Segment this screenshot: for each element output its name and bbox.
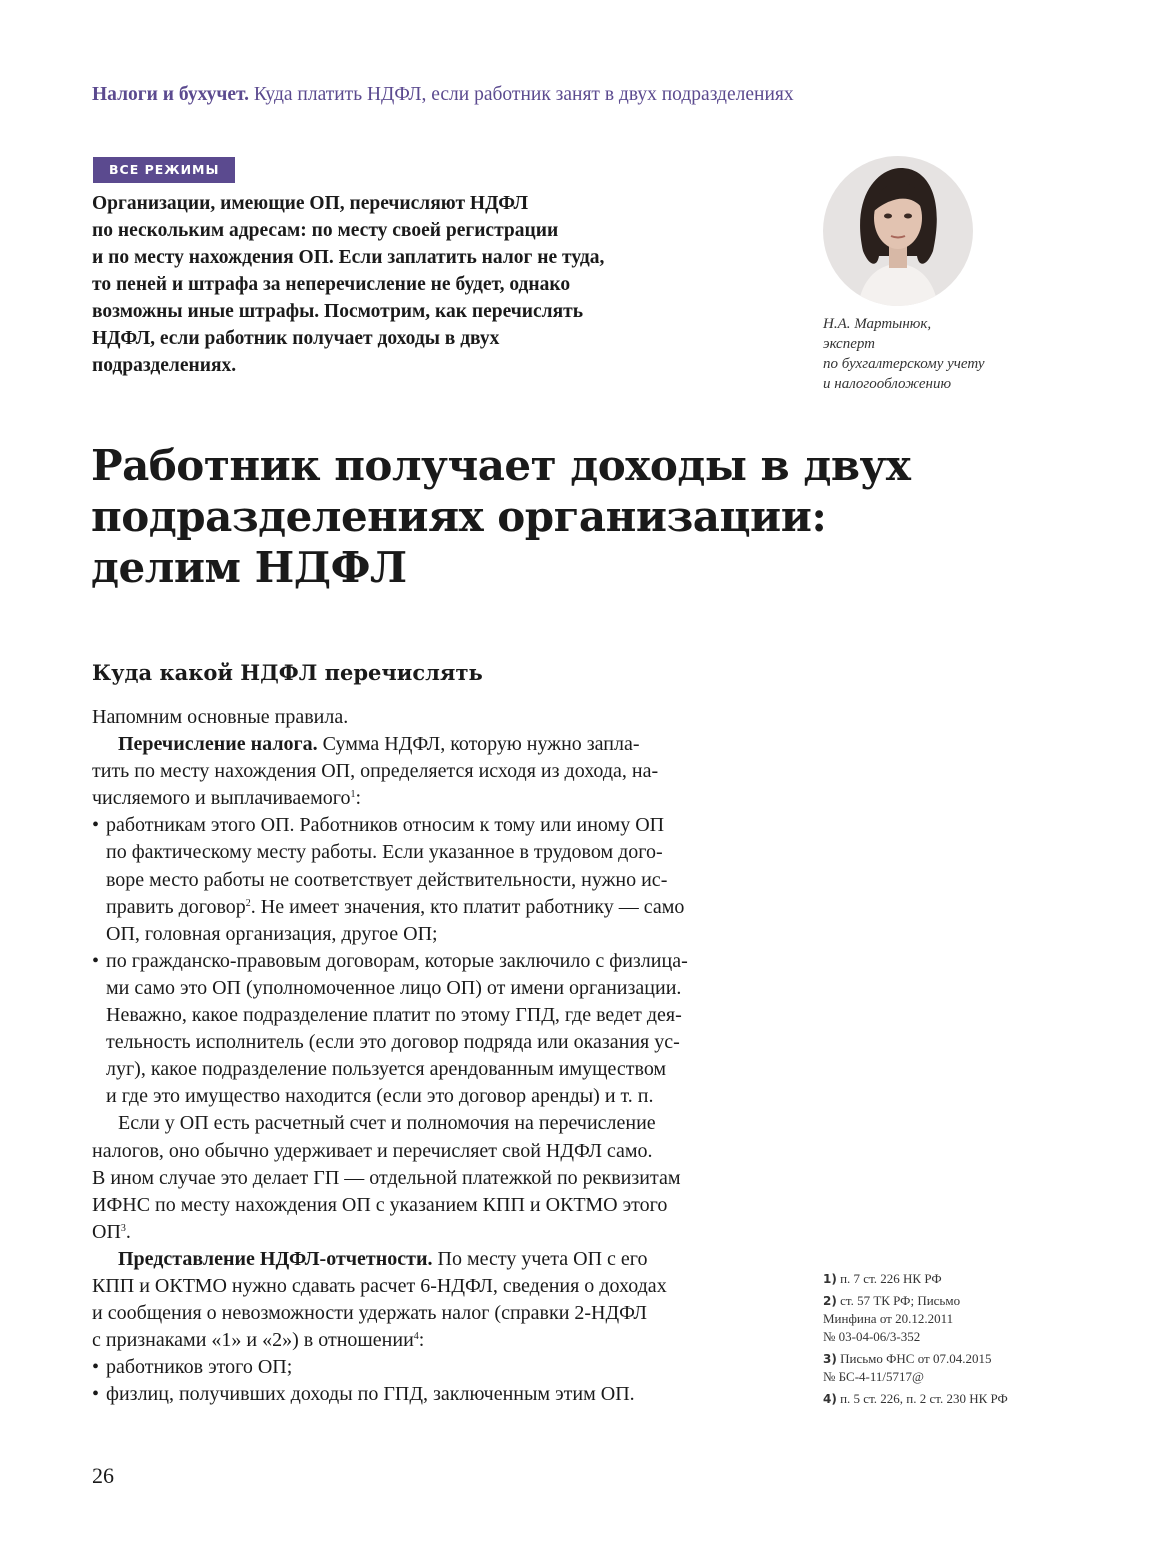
body-line: Напомним основные правила. xyxy=(92,706,349,728)
lead-line: по нескольким адресам: по месту своей регистрации xyxy=(92,220,559,241)
body-line: и где это имущество находится (если это договор аренды) и т. п. xyxy=(106,1085,654,1108)
bullet-item: • работников этого ОП; xyxy=(92,1354,772,1381)
section-heading: Куда какой НДФЛ перечислять xyxy=(92,660,483,685)
bullet-item: • работникам этого ОП. Работников относим к тому или иному ОП xyxy=(92,812,772,839)
body-line: ОП, головная организация, другое ОП; xyxy=(106,922,438,945)
lead-line: возможны иные штрафы. Посмотрим, как перечислять xyxy=(92,301,584,322)
header-article-title: Куда платить НДФЛ, если работник занят в двух подразделениях xyxy=(253,84,794,105)
footnote: 3) Письмо ФНС от 07.04.2015 № БС-4-11/5717@ xyxy=(823,1351,992,1384)
bullet-item: • по гражданско-правовым договорам, которые заключило с физлица- xyxy=(92,948,772,975)
running-header xyxy=(92,84,794,106)
body-line: тельность исполнитель (если это договор подряда или оказания ус- xyxy=(106,1031,680,1054)
title-line: делим НДФЛ xyxy=(91,543,407,592)
title-line: Работник получает доходы в двух xyxy=(91,441,911,490)
regime-tag: ВСЕ РЕЖИМЫ xyxy=(93,157,235,183)
title-line: подразделениях организации: xyxy=(91,492,827,541)
footnote: 2) ст. 57 ТК РФ; Письмо Минфина от 20.12.2011 № 03-04-06/3-352 xyxy=(823,1293,961,1344)
body-line: КПП и ОКТМО нужно сдавать расчет 6-НДФЛ, сведения о доходах xyxy=(92,1274,667,1297)
body-line: править договор$^2$. Не имеет значения, кто платит работнику — само xyxy=(106,895,685,918)
body-line: $ОП^3$. xyxy=(92,1220,131,1243)
header-section: Налоги и бухучет. xyxy=(92,84,250,105)
body-line: В ином случае это делает ГП — отдельной платежкой по реквизитам xyxy=(92,1166,681,1189)
lead-paragraph xyxy=(92,190,792,379)
body-line: по фактическому месту работы. Если указанное в трудовом дого- xyxy=(106,841,663,864)
lead-line: то пеней и штрафа за неперечисление не будет, однако xyxy=(92,274,571,295)
lead-line: и по месту нахождения ОП. Если заплатить налог не туда, xyxy=(92,247,605,268)
lead-line: НДФЛ, если работник получает доходы в двух xyxy=(92,328,500,349)
body-line: Если у ОП есть расчетный счет и полномочия на перечисление xyxy=(118,1112,656,1135)
body-line: ми само это ОП (уполномоченное лицо ОП) от имени организации. xyxy=(106,976,682,999)
footnote-ref: 4 xyxy=(413,1331,419,1343)
footnote-ref: 1 xyxy=(350,789,356,801)
author-caption xyxy=(823,314,1083,394)
body-line: тить по месту нахождения ОП, определяется исходя из дохода, на- xyxy=(92,760,659,783)
page-number: 26 xyxy=(92,1463,114,1488)
body-line: Представление НДФЛ-отчетности. По месту учета ОП с его xyxy=(118,1247,648,1270)
author-role-line: по бухгалтерскому учету xyxy=(823,356,985,372)
lead-line: подразделениях. xyxy=(92,355,237,376)
body-line: и сообщения о невозможности удержать налог (справки 2-НДФЛ xyxy=(92,1302,647,1325)
author-name: Н.А. Мартынюк, xyxy=(823,316,932,332)
author-photo xyxy=(823,156,973,306)
body-line: ИФНС по месту нахождения ОП с указанием КПП и ОКТМО этого xyxy=(92,1193,668,1216)
bullet-item: • физлиц, получивших доходы по ГПД, заключенным этим ОП. xyxy=(92,1381,772,1408)
body-line: числяемого и выплачиваемого$^1$: xyxy=(92,787,362,810)
footnote-ref: 3 xyxy=(120,1222,126,1234)
author-role-line: эксперт xyxy=(823,336,876,352)
body-line: воре место работы не соответствует действительности, нужно ис- xyxy=(106,868,668,891)
footnote-ref: 2 xyxy=(245,897,251,909)
body-line: Неважно, какое подразделение платит по этому ГПД, где ведет дея- xyxy=(106,1004,682,1027)
article-title xyxy=(91,440,1051,593)
body-line: с признаками «1» и «2») в отношении$^4$: xyxy=(92,1329,425,1352)
footnotes xyxy=(823,1270,1063,1412)
body-line: Перечисление налога. Сумма НДФЛ, которую нужно запла- xyxy=(118,733,640,756)
body-line: луг), какое подразделение пользуется арендованным имуществом xyxy=(106,1058,667,1081)
article-body xyxy=(92,704,772,1408)
author-role-line: и налогообложению xyxy=(823,376,952,392)
footnote: 1) п. 7 ст. 226 НК РФ xyxy=(823,1271,942,1286)
footnote: 4) п. 5 ст. 226, п. 2 ст. 230 НК РФ xyxy=(823,1391,1008,1406)
lead-line: Организации, имеющие ОП, перечисляют НДФЛ xyxy=(92,193,529,214)
body-line: налогов, оно обычно удерживает и перечисляет свой НДФЛ само. xyxy=(92,1139,653,1162)
